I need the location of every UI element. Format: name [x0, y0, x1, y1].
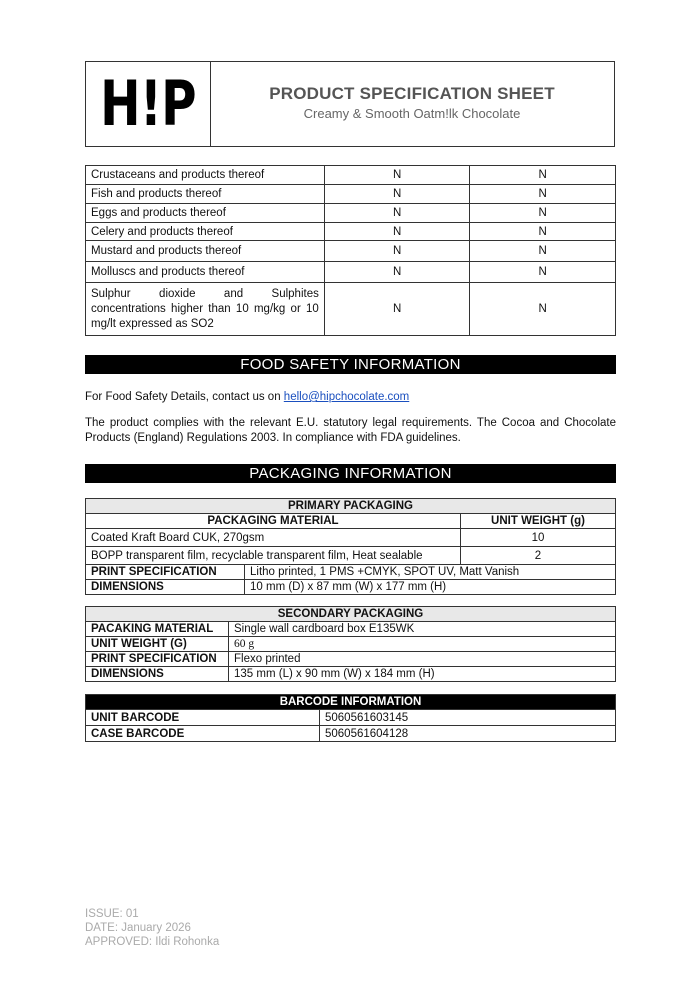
table-row — [86, 283, 616, 336]
product-subtitle: Creamy & Smooth Oatm!lk Chocolate — [303, 106, 521, 121]
logo-cell — [86, 62, 211, 146]
print-spec-label: PRINT SPECIFICATION — [86, 652, 229, 667]
allergen-value: N — [470, 223, 616, 241]
dimensions-value: 10 mm (D) x 87 mm (W) x 177 mm (H) — [245, 580, 616, 595]
contact-text: For Food Safety Details, contact us on — [85, 391, 284, 403]
food-safety-heading: FOOD SAFETY INFORMATION — [85, 355, 616, 374]
table-row — [86, 185, 616, 204]
allergen-value: N — [470, 241, 616, 262]
table-row — [86, 695, 616, 710]
material-cell: BOPP transparent film, recyclable transparent film, Heat sealable — [86, 547, 461, 565]
weight-cell: 2 — [461, 547, 616, 565]
allergen-value: N — [324, 166, 470, 185]
page-title: PRODUCT SPECIFICATION SHEET — [269, 84, 555, 103]
allergen-value: N — [324, 241, 470, 262]
header-box — [85, 61, 615, 147]
unit-barcode-label: UNIT BARCODE — [86, 710, 320, 726]
allergen-value: N — [470, 262, 616, 283]
table-row — [86, 622, 616, 637]
barcode-table — [85, 694, 616, 742]
primary-packaging-table — [85, 498, 616, 595]
approved-text: APPROVED: Ildi Rohonka — [85, 936, 220, 948]
dimensions-label: DIMENSIONS — [86, 667, 229, 682]
dimensions-label: DIMENSIONS — [86, 580, 245, 595]
packaging-heading: PACKAGING INFORMATION — [85, 464, 616, 483]
title-cell — [210, 62, 614, 146]
allergen-value: N — [324, 283, 470, 336]
email-link[interactable]: hello@hipchocolate.com — [283, 391, 410, 403]
allergen-name: Sulphur dioxide and Sulphites concentrations higher than 10 mg/kg or 10 mg/lt expressed as SO2 — [86, 283, 325, 336]
table-row — [86, 547, 616, 565]
table-row — [86, 710, 616, 726]
table-row — [86, 166, 616, 185]
table-row — [86, 580, 616, 595]
unit-weight-value: 60 g — [229, 637, 616, 652]
print-spec-label: PRINT SPECIFICATION — [86, 565, 245, 580]
allergen-name: Eggs and products thereof — [86, 204, 325, 223]
allergen-value: N — [324, 204, 470, 223]
allergen-value: N — [470, 166, 616, 185]
allergen-name: Fish and products thereof — [86, 185, 325, 204]
unit-barcode-value: 5060561603145 — [320, 710, 616, 726]
print-spec-value: Flexo printed — [229, 652, 616, 667]
table-row — [86, 652, 616, 667]
dimensions-value: 135 mm (L) x 90 mm (W) x 184 mm (H) — [229, 667, 616, 682]
col-material-header: PACKAGING MATERIAL — [86, 514, 461, 529]
allergen-value: N — [470, 204, 616, 223]
material-label: PACAKING MATERIAL — [86, 622, 229, 637]
allergen-value: N — [324, 185, 470, 204]
table-row — [86, 514, 616, 529]
table-row — [86, 241, 616, 262]
food-safety-contact — [85, 390, 616, 405]
issue-text: ISSUE: 01 — [85, 908, 139, 920]
document-footer — [85, 907, 219, 949]
allergen-name: Mustard and products thereof — [86, 241, 325, 262]
table-row — [86, 204, 616, 223]
case-barcode-label: CASE BARCODE — [86, 726, 320, 742]
table-row — [86, 499, 616, 514]
table-row — [86, 529, 616, 547]
secondary-packaging-title: SECONDARY PACKAGING — [86, 607, 616, 622]
allergen-value: N — [470, 185, 616, 204]
col-weight-header: UNIT WEIGHT (g) — [461, 514, 616, 529]
table-row — [86, 262, 616, 283]
secondary-packaging-table — [85, 606, 616, 682]
table-row — [86, 667, 616, 682]
allergen-name: Crustaceans and products thereof — [86, 166, 325, 185]
material-cell: Coated Kraft Board CUK, 270gsm — [86, 529, 461, 547]
allergen-name: Celery and products thereof — [86, 223, 325, 241]
compliance-text: The product complies with the relevant E.U. statutory legal requirements. The Cocoa and Chocolate Products (England) Regulations 2003. In compliance with FDA guidelines. — [85, 417, 616, 444]
table-row — [86, 223, 616, 241]
brand-logo: H!P — [100, 67, 196, 140]
print-spec-value: Litho printed, 1 PMS +CMYK, SPOT UV, Matt Vanish — [245, 565, 616, 580]
table-row — [86, 726, 616, 742]
table-row — [86, 637, 616, 652]
allergen-value: N — [470, 283, 616, 336]
allergen-value: N — [324, 262, 470, 283]
allergen-value: N — [324, 223, 470, 241]
allergen-name: Molluscs and products thereof — [86, 262, 325, 283]
table-row — [86, 565, 616, 580]
barcode-title: BARCODE INFORMATION — [86, 695, 616, 710]
table-row — [86, 607, 616, 622]
allergen-table — [85, 165, 616, 336]
case-barcode-value: 5060561604128 — [320, 726, 616, 742]
primary-packaging-title: PRIMARY PACKAGING — [86, 499, 616, 514]
weight-cell: 10 — [461, 529, 616, 547]
date-text: DATE: January 2026 — [85, 922, 191, 934]
unit-weight-label: UNIT WEIGHT (G) — [86, 637, 229, 652]
material-value: Single wall cardboard box E135WK — [229, 622, 616, 637]
